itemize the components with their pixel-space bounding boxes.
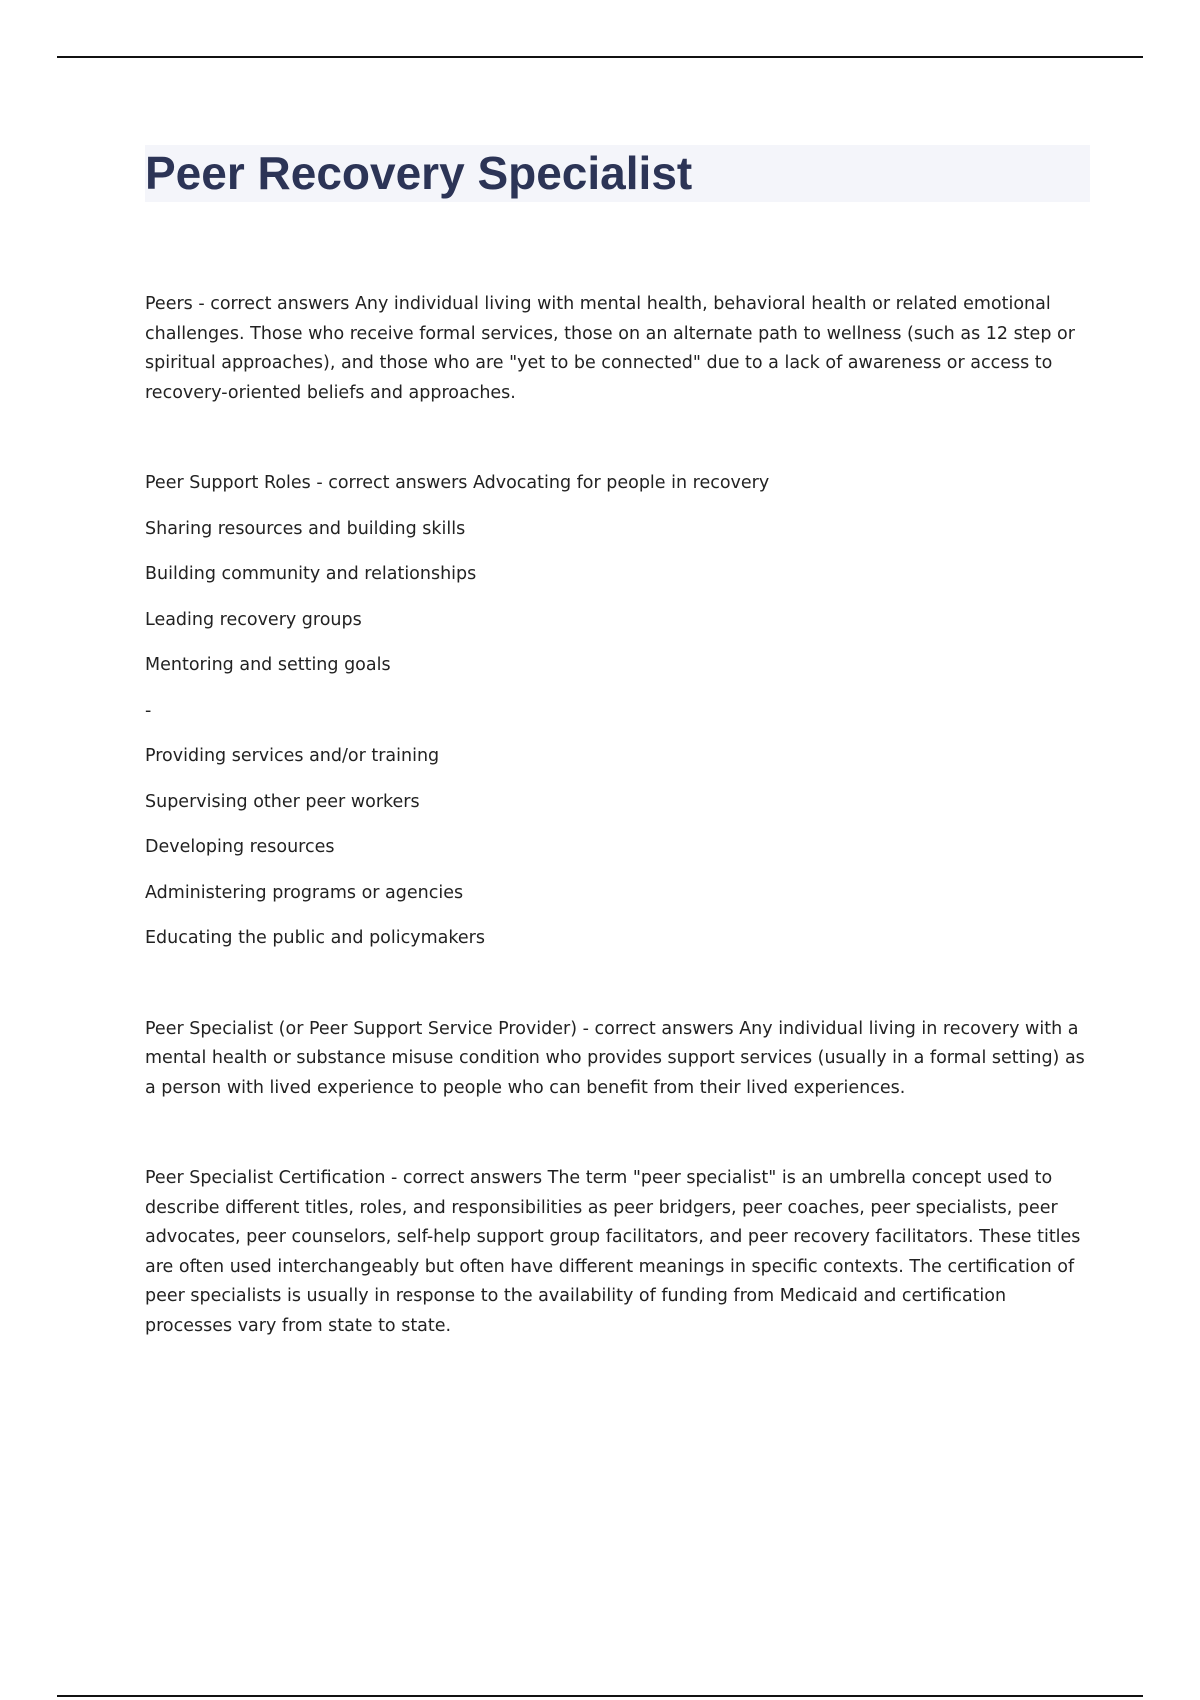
- list-item: -: [145, 700, 152, 721]
- top-rule: [57, 56, 1143, 58]
- list-item: Supervising other peer workers: [145, 791, 420, 812]
- list-item: Developing resources: [145, 837, 335, 857]
- bottom-rule: [57, 1695, 1143, 1697]
- document-body: [145, 290, 1090, 1341]
- list-item: Providing services and/or training: [145, 746, 440, 766]
- list-item: Educating the public and policymakers: [145, 928, 485, 948]
- entry-peers: Peers - correct answers Any individual living with mental health, behavioral health or related emotional challenges. Those who receive formal services, those on an alternate path to wellness (such as 12 step or spiritual approaches), and those who are "yet to be connected" due to a lack of awareness or access to recovery-oriented beliefs and approaches.: [145, 294, 1075, 403]
- list-item: Sharing resources and building skills: [145, 518, 466, 539]
- entry-peer-specialist: Peer Specialist (or Peer Support Service Provider) - correct answers Any individual living in recovery with a mental health or substance misuse condition who provides support services (usually in a formal setting) as a person with lived experience to people who can benefit from their lived experiences.: [145, 1018, 1085, 1098]
- entry-peer-support-roles: [145, 469, 1090, 970]
- list-item: Leading recovery groups: [145, 609, 362, 630]
- page-title: Peer Recovery Specialist: [145, 147, 693, 199]
- entry-gap: [145, 970, 1090, 1015]
- list-item: Mentoring and setting goals: [145, 655, 391, 675]
- list-item: Building community and relationships: [145, 564, 477, 584]
- entry-gap: [145, 408, 1090, 469]
- entry-gap: [145, 1103, 1090, 1164]
- list-item: Administering programs or agencies: [145, 882, 464, 903]
- entry-peer-specialist-certification: Peer Specialist Certification - correct answers The term "peer specialist" is an umbrella concept used to describe different titles, roles, and responsibilities as peer bridgers, peer coaches, peer specialists, peer advocates, peer counselors, self-help support group facilitators, and peer recovery facilitators. These titles are often used interchangeably but often have different meanings in specific contexts. The certification of peer specialists is usually in response to the availability of funding from Medicaid and certification processes vary from state to state.: [145, 1168, 1081, 1336]
- list-item: Peer Support Roles - correct answers Advocating for people in recovery: [145, 473, 770, 493]
